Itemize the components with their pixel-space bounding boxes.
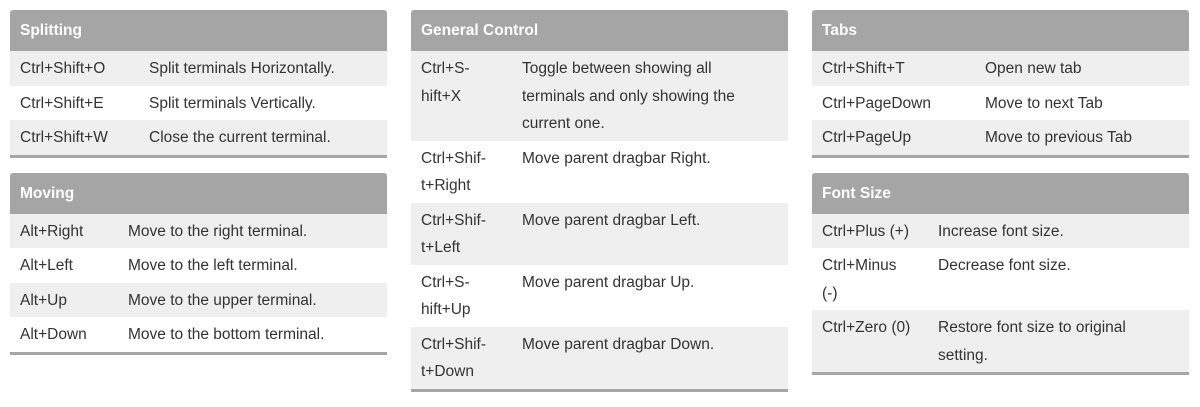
shortcut-row bbox=[812, 120, 1189, 155]
shortcut-row bbox=[411, 327, 788, 389]
shortcut-row bbox=[411, 141, 788, 203]
shortcut-key: Ctrl+Shif- t+Right bbox=[421, 149, 487, 194]
shortcut-description: Move parent dragbar Down. bbox=[522, 335, 715, 353]
general-control-card-title: General Control bbox=[411, 10, 788, 51]
shortcut-key: Alt+Left bbox=[20, 257, 73, 274]
shortcut-key: Ctrl+PageUp bbox=[822, 129, 912, 146]
column-right bbox=[812, 10, 1189, 390]
shortcut-description: Decrease font size. bbox=[938, 257, 1071, 274]
shortcut-key: Ctrl+Plus (+) bbox=[822, 222, 909, 240]
shortcut-description: Move to the left terminal. bbox=[128, 257, 298, 274]
shortcut-description: Move to the bottom terminal. bbox=[128, 326, 325, 343]
shortcut-key: Ctrl+S- hift+Up bbox=[421, 273, 471, 318]
moving-card bbox=[10, 173, 387, 355]
shortcut-description: Close the current terminal. bbox=[149, 129, 331, 146]
shortcut-key: Ctrl+Shif- t+Left bbox=[421, 211, 487, 256]
shortcut-key: Ctrl+Shift+W bbox=[20, 129, 108, 146]
shortcut-key: Ctrl+Minus (-) bbox=[822, 257, 897, 302]
shortcut-row bbox=[812, 214, 1189, 249]
shortcut-row bbox=[10, 317, 387, 352]
column-left bbox=[10, 10, 387, 370]
shortcut-description: Move to previous Tab bbox=[985, 129, 1133, 146]
shortcut-key: Ctrl+Shift+O bbox=[20, 60, 106, 77]
shortcut-row bbox=[411, 51, 788, 141]
shortcut-description: Move parent dragbar Right. bbox=[522, 149, 711, 167]
moving-card-title: Moving bbox=[10, 173, 387, 214]
splitting-card bbox=[10, 10, 387, 158]
shortcut-row bbox=[10, 51, 387, 86]
shortcut-description: Split terminals Horizontally. bbox=[149, 60, 335, 77]
shortcut-row bbox=[10, 86, 387, 121]
shortcut-description: Open new tab bbox=[985, 60, 1082, 77]
splitting-card-title: Splitting bbox=[10, 10, 387, 51]
shortcut-row bbox=[10, 283, 387, 318]
shortcut-key: Alt+Right bbox=[20, 222, 84, 240]
shortcut-key: Alt+Up bbox=[20, 291, 67, 309]
shortcut-key: Ctrl+Shift+T bbox=[822, 60, 905, 77]
shortcut-key: Ctrl+Zero (0) bbox=[822, 319, 911, 336]
shortcut-row bbox=[411, 203, 788, 265]
shortcut-description: Split terminals Vertically. bbox=[149, 94, 316, 112]
shortcut-description: Increase font size. bbox=[938, 222, 1064, 240]
shortcut-description: Move to next Tab bbox=[985, 94, 1103, 112]
shortcut-key: Alt+Down bbox=[20, 326, 87, 343]
shortcut-description: Move parent dragbar Left. bbox=[522, 211, 701, 229]
general-control-card bbox=[411, 10, 788, 392]
shortcut-row bbox=[10, 214, 387, 249]
shortcut-description: Move to the upper terminal. bbox=[128, 291, 317, 309]
tabs-card-title: Tabs bbox=[812, 10, 1189, 51]
shortcut-row bbox=[812, 310, 1189, 372]
shortcut-description: Move to the right terminal. bbox=[128, 222, 308, 240]
shortcut-description: Move parent dragbar Up. bbox=[522, 273, 695, 291]
shortcut-row bbox=[10, 120, 387, 155]
shortcut-row bbox=[812, 248, 1189, 310]
shortcut-description: Toggle between showing all terminals and only showing the current one. bbox=[522, 60, 735, 132]
column-middle bbox=[411, 10, 788, 407]
shortcut-row bbox=[812, 51, 1189, 86]
shortcut-row bbox=[411, 265, 788, 327]
shortcut-description: Restore font size to original setting. bbox=[938, 319, 1126, 364]
shortcut-row bbox=[10, 248, 387, 283]
font-size-card-title: Font Size bbox=[812, 173, 1189, 214]
font-size-card bbox=[812, 173, 1189, 376]
shortcut-key: Ctrl+Shif- t+Down bbox=[421, 335, 487, 380]
tabs-card bbox=[812, 10, 1189, 158]
shortcut-row bbox=[812, 86, 1189, 121]
shortcut-key: Ctrl+Shift+E bbox=[20, 94, 104, 112]
shortcut-key: Ctrl+S- hift+X bbox=[421, 60, 470, 105]
shortcut-key: Ctrl+PageDown bbox=[822, 94, 931, 112]
